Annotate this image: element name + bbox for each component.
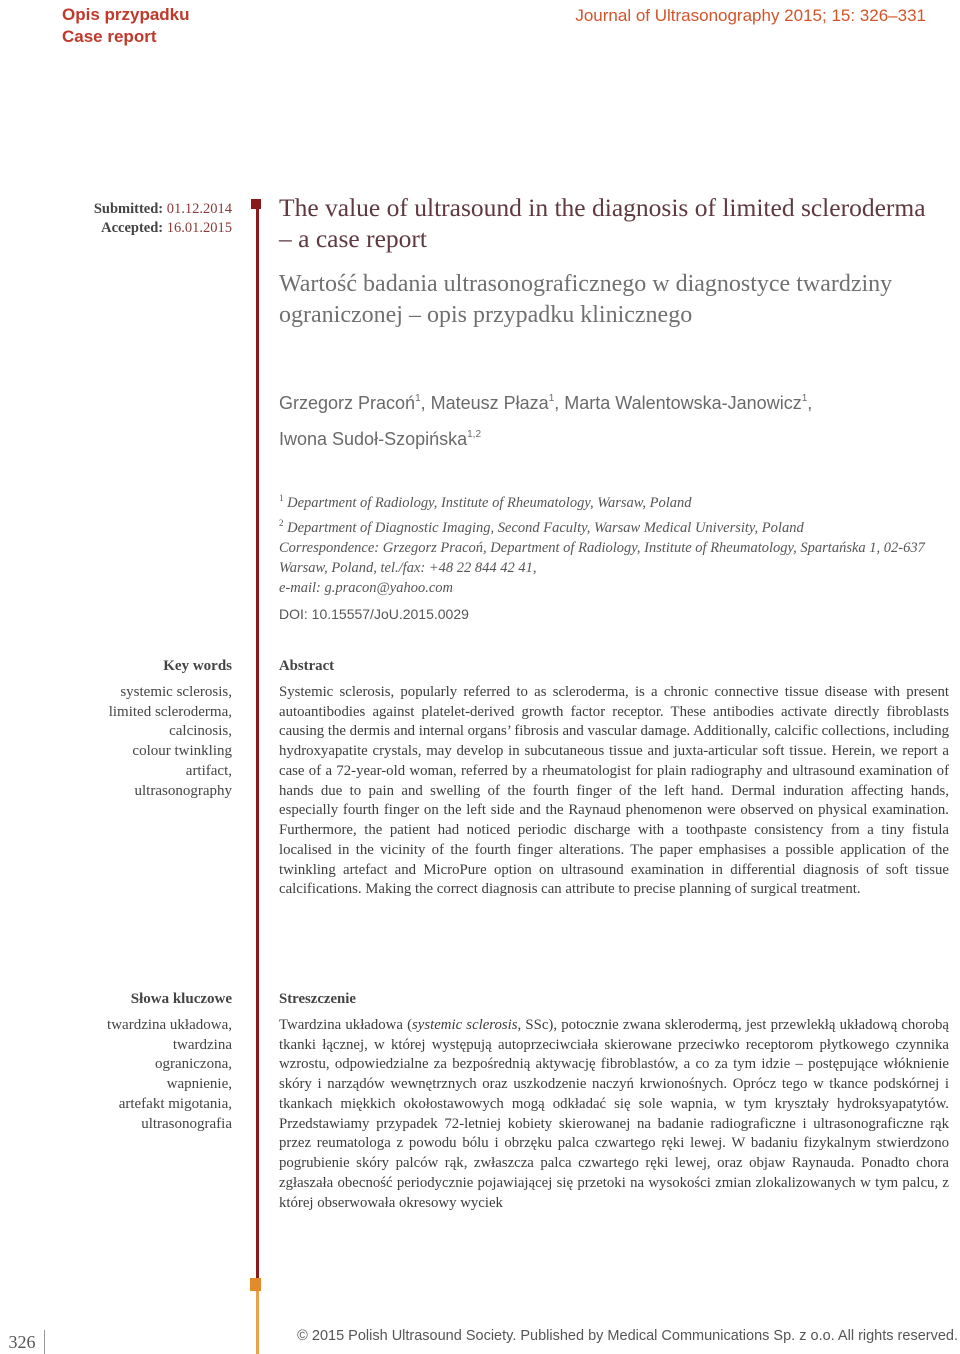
correspondence: Correspondence: Grzegorz Pracoń, Department of Radiology, Institute of Rheumatology, Spartańska 1, 02-637 Warsaw, Poland, tel./fax: +48 22 844 42 41,	[279, 540, 925, 576]
author-affiliation-mark: 1	[548, 393, 555, 404]
affiliation-text: Department of Diagnostic Imaging, Second Faculty, Warsaw Medical University, Poland	[287, 520, 804, 536]
keyword-item: colour twinkling	[132, 743, 232, 760]
keyword-item: ultrasonografia	[141, 1115, 232, 1132]
footer-divider	[44, 1330, 45, 1354]
author-affiliation-mark: 1,2	[467, 429, 482, 440]
abstract-body	[279, 1016, 949, 1214]
section-label-pl: Opis przypadku	[62, 5, 190, 24]
keyword-item: twardzina	[172, 1036, 232, 1053]
affiliation-text: Department of Radiology, Institute of Rheumatology, Warsaw, Poland	[287, 495, 692, 511]
abstract-heading: Streszczenie	[279, 991, 356, 1007]
accent-line	[256, 205, 259, 1295]
author-affiliation-mark: 1	[415, 393, 421, 404]
section-label	[62, 4, 190, 48]
submitted-line	[40, 200, 232, 219]
affiliation-1	[279, 488, 949, 513]
keyword-item: systemic sclerosis,	[120, 683, 232, 700]
page-number: 326	[8, 1332, 36, 1352]
abstract-text: Twardzina układowa (	[279, 1016, 413, 1033]
author-affiliation-mark: 1	[801, 393, 808, 404]
author-name: Iwona Sudoł-Szopińska	[279, 429, 468, 449]
keyword-item: twardzina układowa,	[107, 1016, 232, 1033]
affiliation-mark: 2	[279, 518, 284, 528]
keyword-item: calcinosis,	[169, 723, 232, 740]
author-name: Mateusz Płaza	[430, 393, 549, 413]
author-separator: ,	[554, 393, 565, 413]
affiliation-2	[279, 513, 949, 538]
keyword-item: ultrasonography	[134, 782, 232, 799]
submitted-date: 01.12.2014	[166, 201, 232, 217]
title-polish: Wartość badania ultrasonograficznego w diagnostyce twardziny ograniczonej – opis przypadku klinicznego	[279, 271, 893, 328]
keyword-item: limited scleroderma,	[108, 703, 232, 720]
author-name: Grzegorz Pracoń	[279, 393, 416, 413]
keyword-item: artefakt migotania,	[118, 1095, 232, 1112]
keyword-item: artifact,	[185, 762, 232, 779]
submitted-label: Submitted:	[93, 201, 164, 217]
abstract-text-italic: systemic sclerosis	[412, 1016, 518, 1033]
journal-reference: Journal of Ultrasonography 2015; 15: 326–331	[575, 6, 926, 25]
keywords-heading: Słowa kluczowe	[130, 991, 232, 1007]
author-separator: ,	[807, 393, 813, 413]
accepted-date: 16.01.2015	[166, 220, 232, 236]
accepted-label: Accepted:	[101, 220, 164, 236]
abstract-text: , SSc), potocznie zwana sklerodermą, jest przewlekłą układową chorobą tkanki łącznej, w której występują autoprzeciwciała skierowane przeciwko receptorom płytkowego czynnika wzrostu, odpowiedzialne za bezpośrednią aktywację fibroblastów, a co za tym idzie – postępujące włóknienie skóry i narządów wewnętrznych oraz uszkodzenie naczyń krwionośnych. Oprócz tego w tkance podskórnej i tkankach miękkich okołostawowych mogą odkładać się sole wapnia, w tym kryształy hydroksyapatytów. Przedstawiamy przypadek 72-letniej kobiety skierowanej na badanie radiograficzne i ultrasonograficzne rąk przez reumatologa z powodu bólu i obrzęku palca czwartego ręki lewej. W badaniu fizykalnym stwierdzono pogrubienie skóry palców rąk, zwłaszcza palca czwartego ręki lewej, oraz objaw Raynauda. Ponadto chora zgłaszała obecność periodycznie pojawiającej się przetoki na wysokości zmian zlokalizowanych w tym palcu, z której obserwowała okresowy wyciek	[279, 1016, 949, 1211]
section-label-en: Case report	[62, 27, 157, 46]
accent-line-tail	[256, 1291, 259, 1354]
keywords-polish	[40, 990, 232, 1135]
keyword-item: ograniczona,	[154, 1056, 232, 1073]
accepted-line	[40, 219, 232, 238]
keywords-heading: Key words	[163, 658, 232, 674]
author-separator: ,	[420, 393, 431, 413]
submission-dates	[40, 200, 232, 238]
email-link[interactable]: e-mail: g.pracon@yahoo.com	[279, 580, 454, 596]
abstract-heading: Abstract	[279, 658, 335, 674]
keyword-item: wapnienie,	[166, 1076, 232, 1093]
doi-link[interactable]: DOI: 10.15557/JoU.2015.0029	[279, 606, 469, 622]
keywords-english	[40, 657, 232, 802]
affiliation-mark: 1	[279, 493, 284, 503]
abstract-english	[279, 657, 949, 900]
affiliations	[279, 488, 949, 598]
author-name: Marta Walentowska-Janowicz	[564, 393, 802, 413]
accent-marker-bottom	[250, 1278, 261, 1291]
author-list	[279, 383, 939, 455]
copyright-notice: © 2015 Polish Ultrasound Society. Published by Medical Communications Sp. z o.o. All rights reserved.	[297, 1328, 958, 1344]
abstract-body: Systemic sclerosis, popularly referred to as scleroderma, is a chronic connective tissue disease with present autoantibodies against platelet-derived growth factor receptor. These antibodies activate directly fibroblasts causing the dermis and internal organs’ fibrosis and vascular damage. Additionally, calcific collections, including hydroxyapatite crystals, may develop in subcutaneous tissue and juxta-articular soft tissue. Herein, we report a case of a 72-year-old woman, referred by a rheumatologist for plain radiography and ultrasound examination of hands due to pain and swelling of the fourth finger of the left hand. Dermal induration affecting hands, especially fourth finger on the left side and the Raynaud phenomenon were observed on physical examination. Furthermore, the patient had noticed periodic discharge with a toothpaste consistency from a tiny fistula localised in the vicinity of the fourth finger alterations. The paper emphasises a possible application of the twinkling artefact and MicroPure option on ultrasound examination in differential diagnosis of soft tissue calcifications. Making the correct diagnosis can attribute to precise planning of surgical treatment.	[279, 683, 949, 898]
title-english: The value of ultrasound in the diagnosis of limited scleroderma – a case report	[279, 193, 926, 253]
abstract-polish	[279, 990, 949, 1213]
